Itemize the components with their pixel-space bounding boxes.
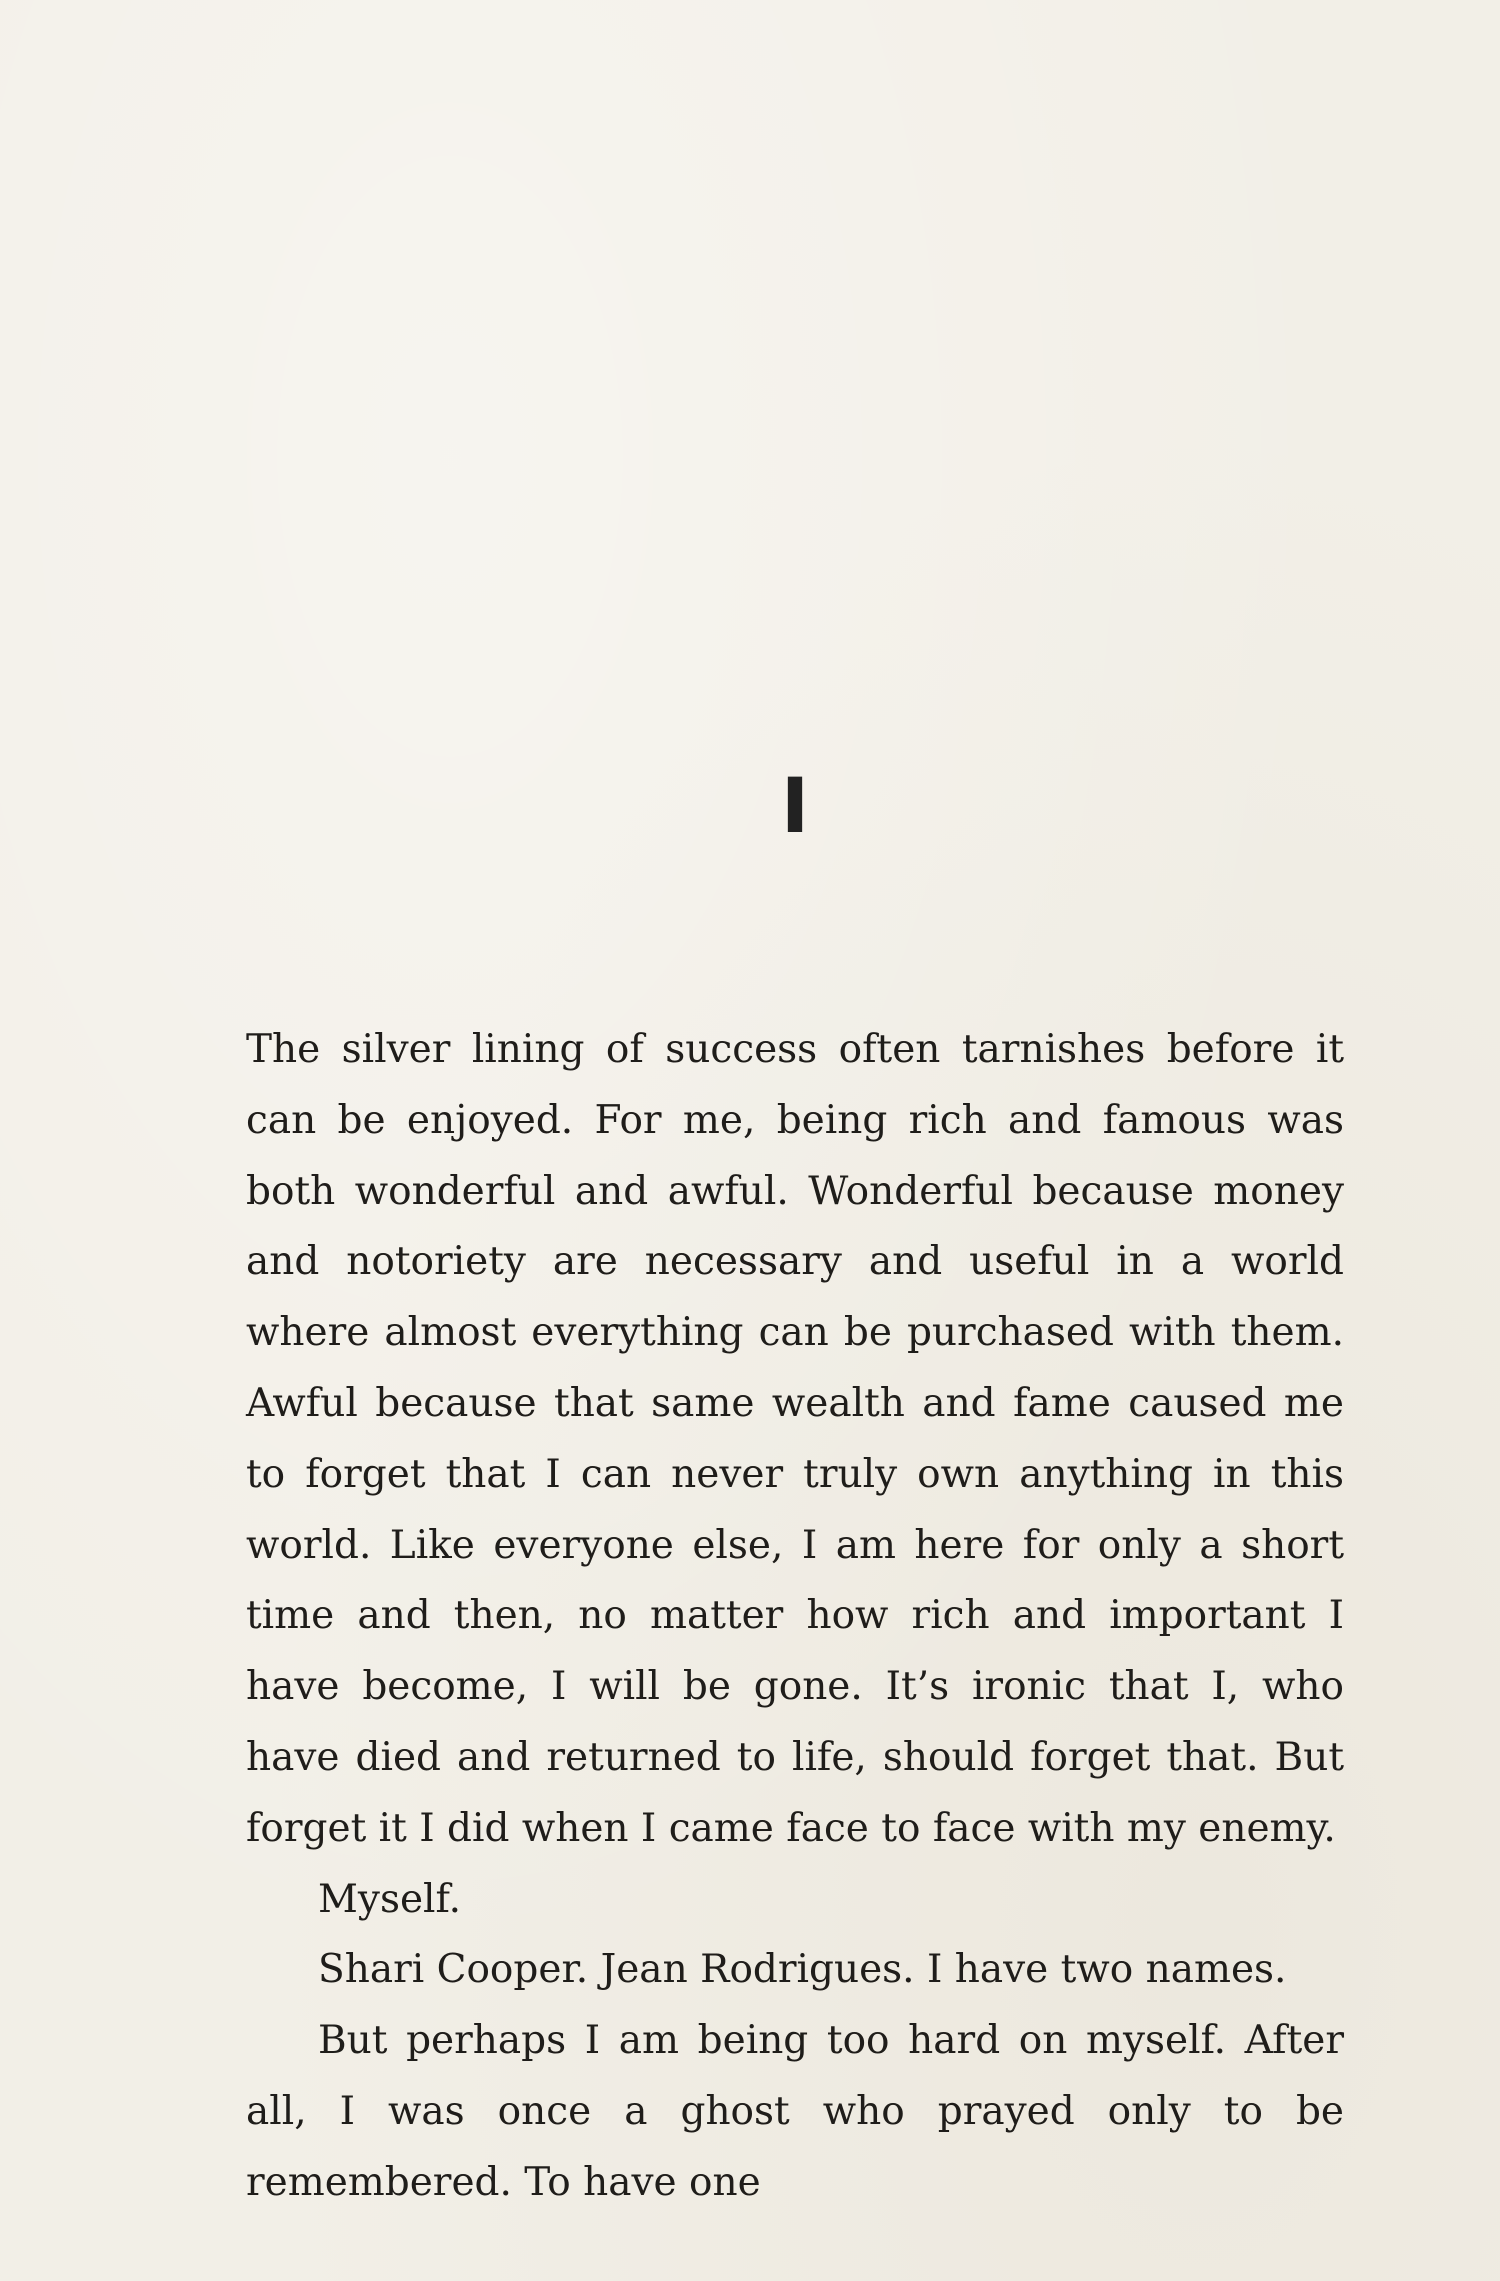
paragraph: But perhaps I am being too hard on myself. After all, I was once a ghost who prayed only to be remembered. To have one (246, 2018, 1344, 2205)
paragraph: Myself. (318, 1876, 461, 1922)
paragraph: The silver lining of success often tarnishes before it can be enjoyed. For me, being rich and famous was both wonderful and awful. Wonderful because money and notoriety are necessary and useful in a world where almost everything can be purchased with them. Awful because that same wealth and fame caused me to forget that I can never truly own anything in this world. Like everyone else, I am here for only a short time and then, no matter how rich and important I have become, I will be gone. It’s ironic that I, who have died and returned to life, should forget that. But forget it I did when I came face to face with my enemy. (246, 1027, 1344, 1851)
chapter-number: I (780, 761, 810, 850)
body-text (246, 1015, 1344, 2219)
paragraph: Shari Cooper. Jean Rodrigues. I have two names. (318, 1947, 1287, 1993)
